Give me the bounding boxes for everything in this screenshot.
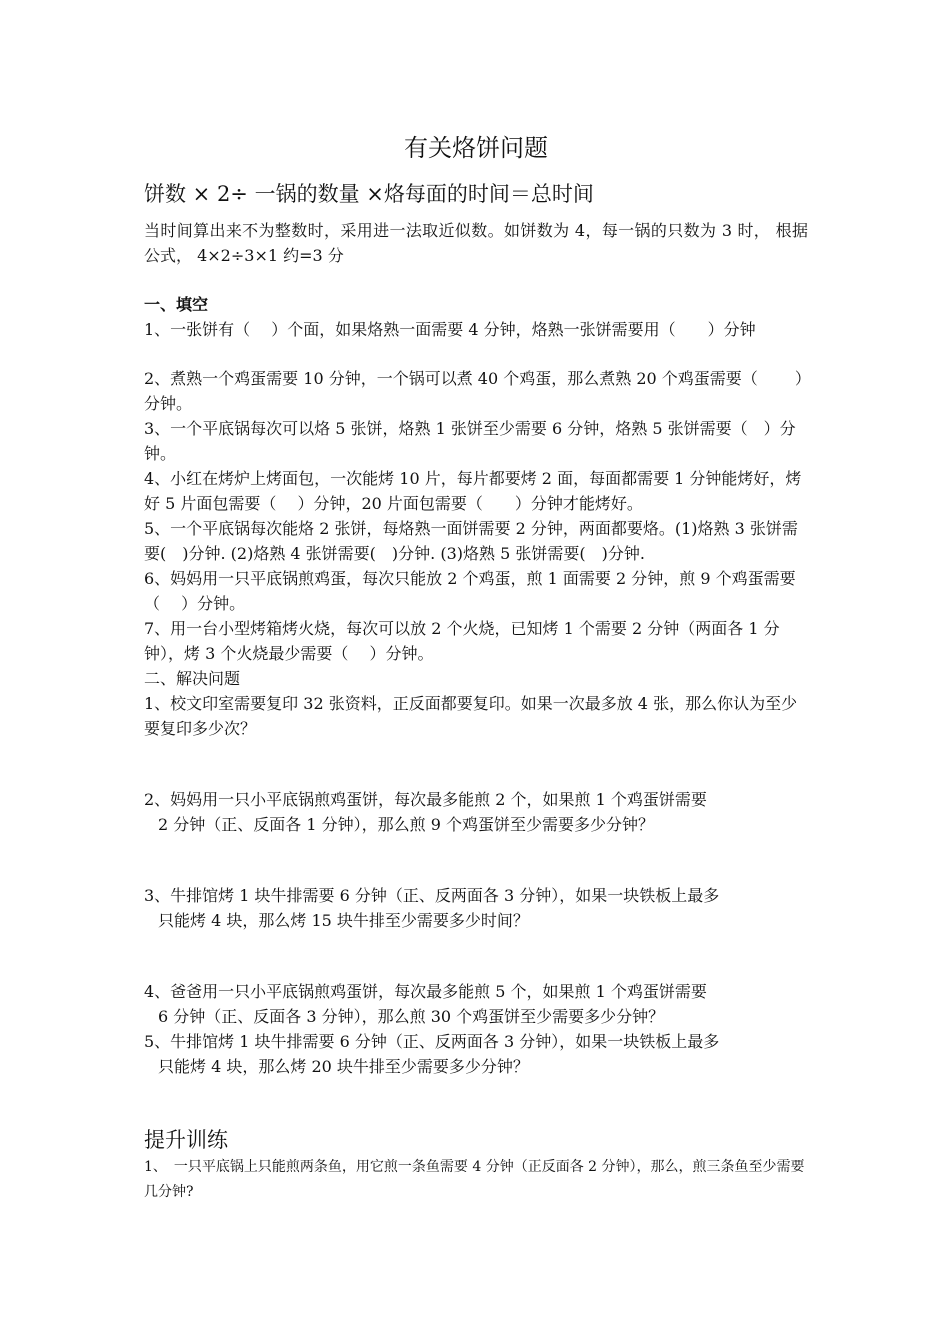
page-title: 有关烙饼问题	[404, 134, 548, 162]
formula-line: 饼数 × 2÷ 一锅的数量 ×烙每面的时间＝总时间	[144, 182, 594, 206]
solve-item-5	[144, 1029, 808, 1079]
fill-blank-item-3: 3、一个平底锅每次可以烙 5 张饼，烙熟 1 张饼至少需要 6 分钟，烙熟 5 张饼需要（ ）分钟。	[144, 419, 796, 463]
solve-item-2	[144, 787, 808, 837]
solve-item-2-line2: 2 分钟（正、反面各 1 分钟），那么煎 9 个鸡蛋饼至少需要多少分钟？	[158, 815, 654, 834]
solve-item-3-line2: 只能烤 4 块，那么烤 15 块牛排至少需要多少时间？	[158, 911, 529, 930]
document-content	[144, 130, 808, 1205]
section-heading-fill-blank: 一、填空	[144, 295, 209, 314]
fill-blank-item-2: 2、煮熟一个鸡蛋需要 10 分钟，一个锅可以煮 40 个鸡蛋，那么煮熟 20 个鸡蛋需要（ ）分钟。	[144, 369, 803, 413]
fill-blank-item-4: 4、小红在烤炉上烤面包，一次能烤 10 片，每片都要烤 2 面，每面都需要 1 分钟能烤好，烤好 5 片面包需要（ ）分钟，20 片面包需要（ ）分钟才能烤好。	[144, 469, 802, 513]
advanced-item-1: 1、 一只平底锅上只能煎两条鱼，用它煎一条鱼需要 4 分钟（正反面各 2 分钟），那么，煎三条鱼至少需要几分钟?	[144, 1159, 805, 1200]
solve-item-4-line1: 4、爸爸用一只小平底锅煎鸡蛋饼，每次最多能煎 5 个，如果煎 1 个鸡蛋饼需要	[144, 982, 707, 1001]
solve-item-5-line2: 只能烤 4 块，那么烤 20 块牛排至少需要多少分钟？	[158, 1057, 529, 1076]
fill-blank-item-5: 5、一个平底锅每次能烙 2 张饼，每烙熟一面饼需要 2 分钟，两面都要烙。(1)烙熟 3 张饼需要( )分钟. (2)烙熟 4 张饼需要( )分钟. (3)烙熟 5 张饼需要( )分钟.	[144, 519, 798, 563]
solve-item-4	[144, 979, 808, 1029]
solve-item-3-line1: 3、牛排馆烤 1 块牛排需要 6 分钟（正、反两面各 3 分钟），如果一块铁板上最多	[144, 886, 720, 905]
section-heading-solve: 二、解决问题	[144, 669, 241, 688]
solve-item-1-text: 1、校文印室需要复印 32 张资料，正反面都要复印。如果一次最多放 4 张，那么你认为至少要复印多少次？	[144, 694, 798, 738]
fill-blank-item-6: 6、妈妈用一只平底锅煎鸡蛋，每次只能放 2 个鸡蛋，煎 1 面需要 2 分钟，煎 9 个鸡蛋需要（ ）分钟。	[144, 569, 796, 613]
section-heading-advanced: 提升训练	[144, 1128, 228, 1152]
fill-blank-item-1: 1、一张饼有（ ）个面，如果烙熟一面需要 4 分钟，烙熟一张饼需要用（ ）分钟	[144, 320, 756, 339]
solve-item-1	[144, 691, 808, 741]
solve-item-3	[144, 883, 808, 933]
solve-item-4-line2: 6 分钟（正、反面各 3 分钟），那么煎 30 个鸡蛋饼至少需要多少分钟？	[158, 1007, 665, 1026]
fill-blank-item-7: 7、用一台小型烤箱烤火烧，每次可以放 2 个火烧，已知烤 1 个需要 2 分钟（两面各 1 分钟），烤 3 个火烧最少需要（ ）分钟。	[144, 619, 780, 663]
solve-item-5-line1: 5、牛排馆烤 1 块牛排需要 6 分钟（正、反两面各 3 分钟），如果一块铁板上最多	[144, 1032, 720, 1051]
solve-item-2-line1: 2、妈妈用一只小平底锅煎鸡蛋饼，每次最多能煎 2 个，如果煎 1 个鸡蛋饼需要	[144, 790, 707, 809]
intro-paragraph: 当时间算出来不为整数时，采用进一法取近似数。如饼数为 4，每一锅的只数为 3 时， 根据公式， 4×2÷3×1 约=3 分	[144, 221, 808, 265]
